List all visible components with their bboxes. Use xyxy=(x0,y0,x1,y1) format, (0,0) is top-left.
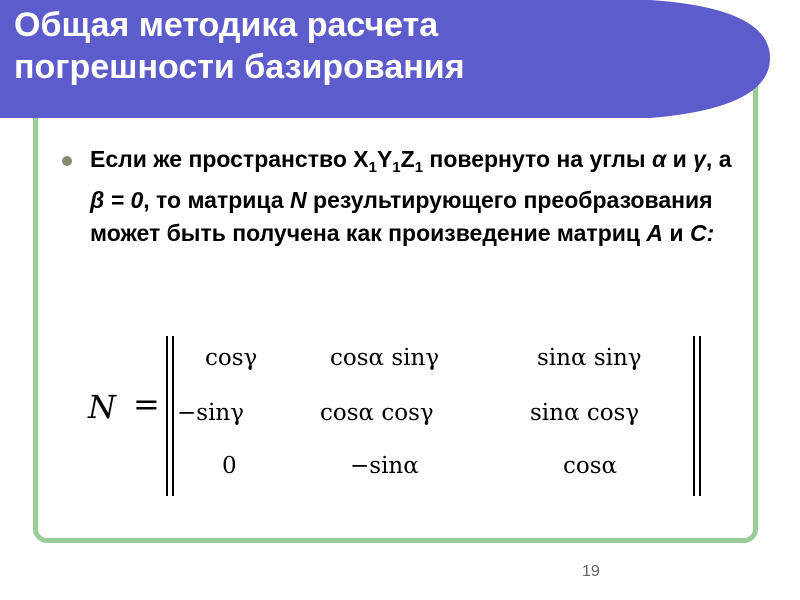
subscript-y: 1 xyxy=(392,159,401,176)
matrix-cell-3-3: cosα xyxy=(563,453,618,479)
bullet-text-5: и xyxy=(666,146,694,172)
subscript-z: 1 xyxy=(414,159,424,176)
bullet-text-2: Y xyxy=(376,146,393,172)
bullet-icon xyxy=(62,156,72,166)
page-number: 19 xyxy=(582,563,600,580)
bullet-text-1: Если же пространство X xyxy=(90,146,369,172)
equals-sign: = xyxy=(133,385,160,423)
matrix-cell-2-2: cosα cosγ xyxy=(320,400,434,426)
bullet-text-7: , то матрица xyxy=(143,187,291,213)
bullet-paragraph xyxy=(90,143,740,250)
bullet-text-8: результирующего преобразования может быть получена как произведение матриц xyxy=(90,187,713,246)
matrix-a-symbol: A xyxy=(646,220,664,246)
matrix-c-symbol: C: xyxy=(689,220,715,246)
matrix-cell-1-2: cosα sinγ xyxy=(330,345,440,371)
matrix-cell-2-1: −sinγ xyxy=(177,400,244,426)
matrix-left-bar-1 xyxy=(166,336,168,496)
bullet-text-9: и xyxy=(663,220,690,246)
matrix-cell-3-1: 0 xyxy=(222,453,237,479)
subscript-x: 1 xyxy=(368,159,377,176)
matrix-right-bar-2 xyxy=(699,336,701,496)
matrix-cell-3-2: −sinα xyxy=(350,453,419,479)
matrix-left-bar-2 xyxy=(172,336,174,496)
gamma-symbol: γ xyxy=(693,146,706,172)
matrix-cell-1-3: sinα sinγ xyxy=(537,345,642,371)
matrix-lhs: N xyxy=(88,388,116,426)
title-line-1: Общая методика расчета xyxy=(14,6,439,44)
title-line-2: погрешности базирования xyxy=(14,48,465,86)
matrix-n-symbol: N xyxy=(290,187,307,213)
matrix-cell-1-1: cosγ xyxy=(205,345,258,371)
slide-title xyxy=(14,4,465,88)
bullet-text-3: Z xyxy=(400,146,415,172)
bullet-text-6: , а xyxy=(705,146,732,172)
beta-equation: β = 0 xyxy=(90,187,144,213)
matrix-right-bar-1 xyxy=(693,336,695,496)
bullet-text-4: повернуто на углы xyxy=(423,146,652,172)
matrix-cell-2-3: sinα cosγ xyxy=(530,400,640,426)
alpha-symbol: α xyxy=(651,146,667,172)
